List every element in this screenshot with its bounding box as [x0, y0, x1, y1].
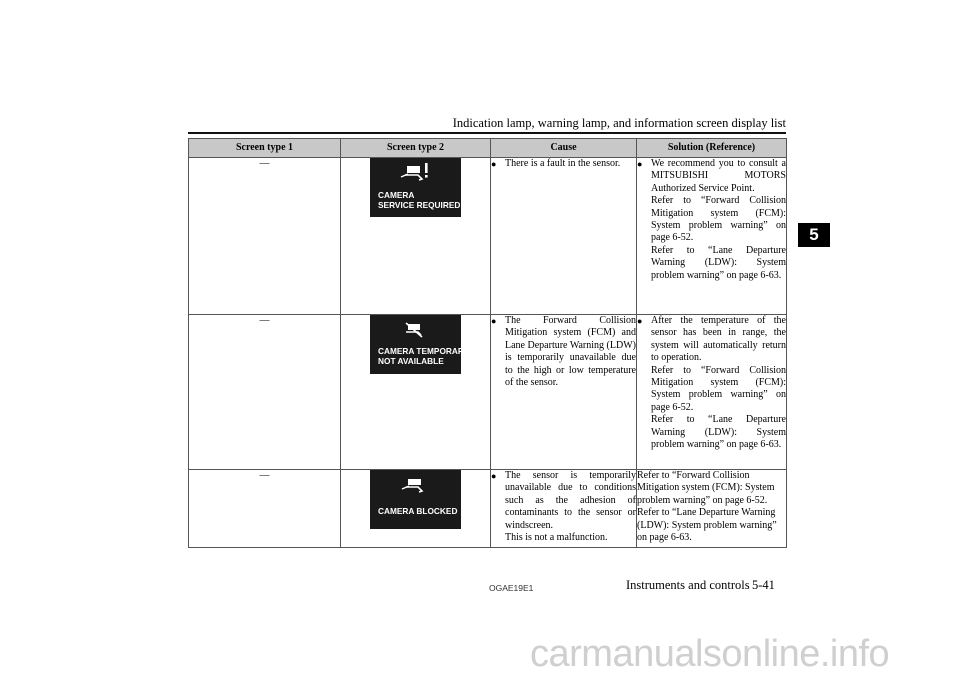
table-row: [189, 315, 787, 470]
screen-type-1-cell: —: [189, 158, 341, 315]
bullet-icon: ●: [637, 159, 643, 169]
column-header: Screen type 1: [189, 139, 341, 158]
footer-page-number: 5-41: [752, 578, 775, 592]
header-rule: [188, 132, 786, 134]
screen-message-line: SERVICE REQUIRED: [378, 199, 461, 210]
table-row: [189, 470, 787, 548]
solution-text: After the temperature of the sensor has been in range, the system will automatically return to operation.: [651, 315, 786, 364]
column-header: Screen type 2: [341, 139, 491, 158]
column-header: Solution (Reference): [637, 139, 787, 158]
screen-message-line: CAMERA TEMPORARILY: [378, 346, 477, 356]
bullet-icon: ●: [491, 316, 497, 326]
footer-code: OGAE19E1: [489, 583, 534, 593]
column-header: Cause: [491, 139, 637, 158]
solution-cell: [637, 470, 787, 548]
screen-message-line: CAMERA: [378, 190, 415, 200]
chapter-tab: 5: [798, 223, 830, 247]
screen-type-2-cell: [341, 315, 491, 470]
solution-cell: [637, 158, 787, 315]
solution-reference: Refer to “Lane Departure Warning (LDW): System problem warning” on page 6-63.: [651, 414, 786, 451]
page-header-title: Indication lamp, warning lamp, and information screen display list: [452, 116, 786, 130]
bullet-icon: ●: [491, 471, 497, 481]
bullet-icon: ●: [491, 159, 497, 169]
solution-reference: Refer to “Lane Departure Warning (LDW): System problem warning” on page 6-63.: [637, 507, 777, 544]
display-list-table: [188, 138, 787, 548]
cause-text: The sensor is temporarily unavailable due to conditions such as the adhesion of contaminants to the sensor or windscreen.: [505, 470, 636, 531]
footer-section-title: Instruments and controls: [626, 578, 750, 592]
camera-blocked-screen: [370, 470, 461, 529]
screen-message-line: CAMERA BLOCKED: [378, 506, 458, 516]
solution-reference: Refer to “Lane Departure Warning (LDW): System problem warning” on page 6-63.: [651, 244, 786, 281]
screen-type-2-cell: [341, 470, 491, 548]
camera-icon: [370, 470, 461, 529]
table-row: [189, 158, 787, 315]
table-header-row: [189, 139, 787, 158]
solution-text: We recommend you to consult a MITSUBISHI MOTORS Authorized Service Point.: [651, 158, 786, 194]
cause-text: The Forward Collision Mitigation system (FCM) and Lane Departure Warning (LDW) is temporarily unavailable due to the high or low temperature of the sensor.: [505, 315, 636, 389]
cause-cell: [491, 470, 637, 548]
screen-message-line: NOT AVAILABLE: [378, 355, 444, 366]
cause-note: This is not a malfunction.: [505, 532, 608, 544]
solution-cell: [637, 315, 787, 470]
solution-reference: Refer to “Forward Collision Mitigation system (FCM): System problem warning” on page 6-52.: [637, 470, 775, 506]
cause-text: There is a fault in the sensor.: [505, 158, 621, 169]
screen-type-1-cell: —: [189, 315, 341, 470]
screen-type-1-cell: —: [189, 470, 341, 548]
camera-service-required-screen: [370, 158, 461, 217]
solution-reference: Refer to “Forward Collision Mitigation system (FCM): System problem warning” on page 6-52.: [651, 364, 786, 413]
bullet-icon: ●: [637, 316, 643, 326]
watermark: carmanualsonline.info: [530, 633, 890, 675]
screen-type-2-cell: [341, 158, 491, 315]
cause-cell: [491, 315, 637, 470]
solution-reference: Refer to “Forward Collision Mitigation system (FCM): System problem warning” on page 6-52.: [651, 195, 786, 244]
cause-cell: [491, 158, 637, 315]
camera-temporarily-not-available-screen: [370, 315, 477, 374]
